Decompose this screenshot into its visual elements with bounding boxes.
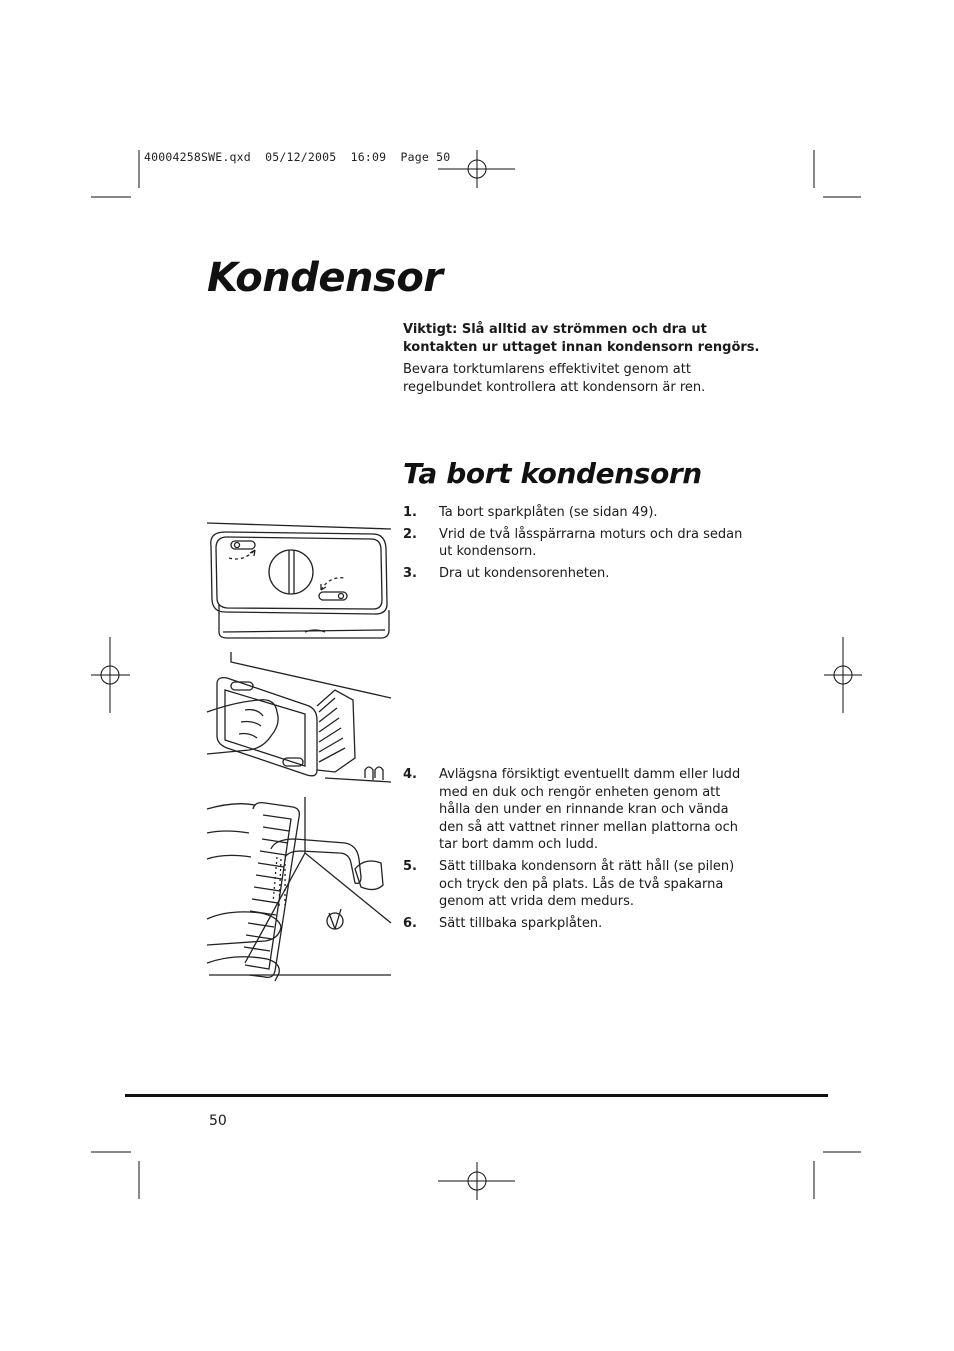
step-text: Sätt tillbaka sparkplåten.	[439, 915, 603, 931]
step-number: 4.	[403, 767, 417, 782]
step-text: Avlägsna försiktigt eventuellt damm eller ludd med en duk och rengör enheten genom att hålla den under en rinnande kran och vända den så att vattnet rinner mellan plattorna och tar bort damm och ludd.	[439, 767, 741, 853]
warning-text: Viktigt: Slå alltid av strömmen och dra ut kontakten ur uttaget innan kondensorn rengörs.	[403, 322, 760, 355]
pull-condenser-illustration	[205, 650, 393, 790]
step-text: Sätt tillbaka kondensorn åt rätt håll (se pilen) och tryck den på plats. Lås de två spakarna genom att vrida dem medurs.	[439, 858, 735, 910]
step-number: 6.	[403, 915, 417, 931]
condenser-cover-illustration	[205, 520, 393, 642]
steps-list-2	[403, 766, 748, 936]
step-number: 3.	[403, 565, 417, 581]
step-number: 2.	[403, 526, 417, 542]
step-text: Dra ut kondensorenheten.	[439, 565, 610, 581]
step-number: 1.	[403, 505, 417, 520]
file-slug: 40004258SWE.qxd 05/12/2005 16:09 Page 50	[144, 150, 451, 164]
step-4	[403, 766, 748, 854]
step-2	[403, 526, 748, 561]
page-number: 50	[209, 1113, 227, 1129]
page-title: Kondensor	[207, 255, 443, 301]
step-5	[403, 858, 748, 911]
intro-text: Bevara torktumlarens effektivitet genom att regelbundet kontrollera att kondensorn är ren.	[403, 362, 706, 395]
step-1	[403, 504, 748, 522]
step-number: 5.	[403, 858, 417, 874]
footer-rule	[125, 1094, 828, 1097]
rinse-condenser-illustration	[205, 793, 393, 983]
step-text: Ta bort sparkplåten (se sidan 49).	[439, 505, 658, 520]
section-title: Ta bort kondensorn	[403, 457, 702, 490]
step-6	[403, 915, 748, 933]
step-3	[403, 565, 748, 583]
steps-list-1	[403, 504, 748, 586]
step-text: Vrid de två låsspärrarna moturs och dra sedan ut kondensorn.	[439, 526, 743, 560]
